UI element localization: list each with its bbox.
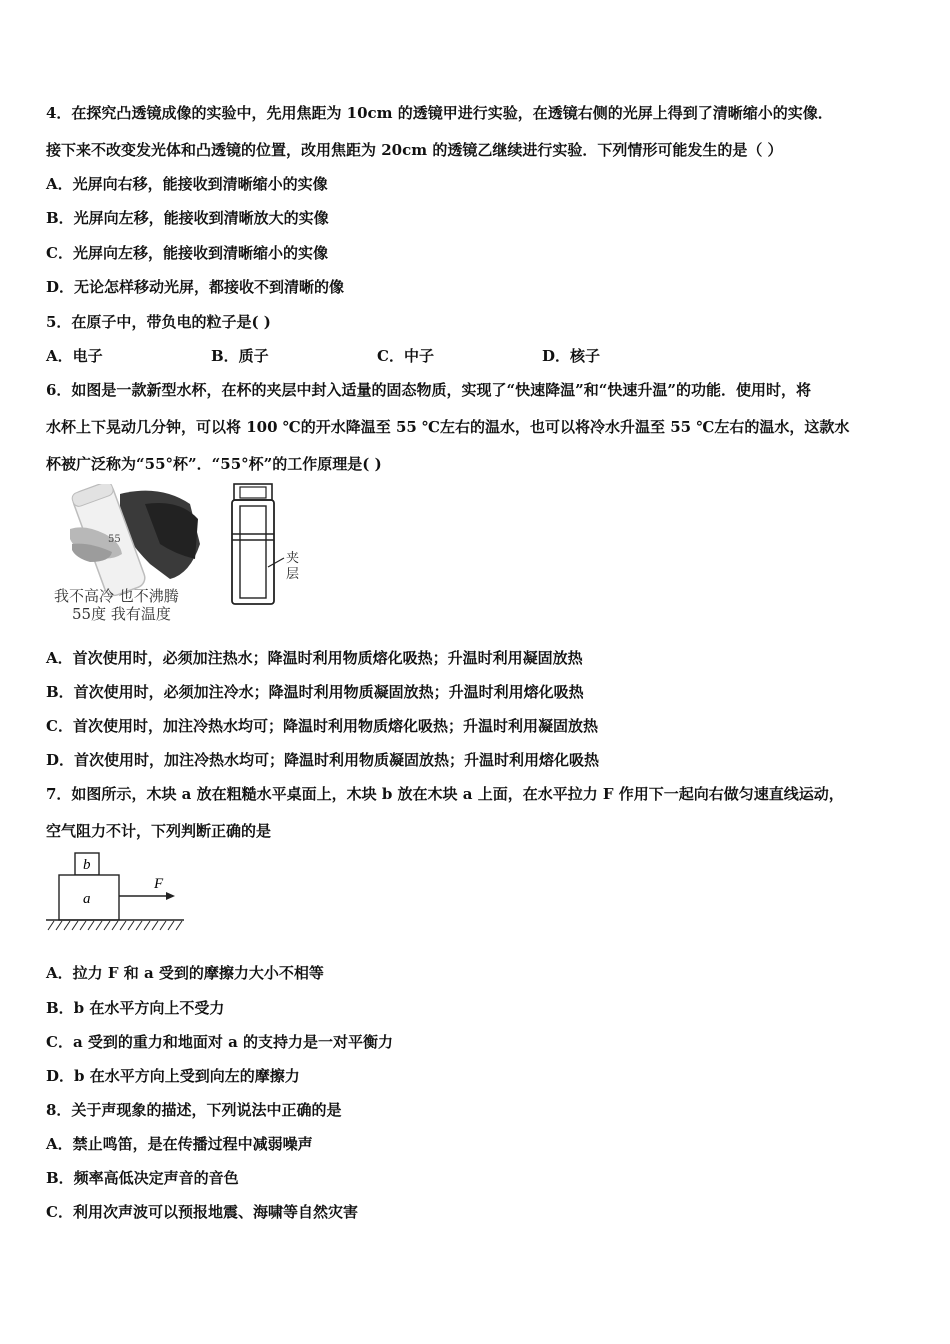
q4-stem-line2: 接下来不改变发光体和凸透镜的位置，改用焦距为 20cm 的透镜乙继续进行实验．下列情形可能发生的是（ ） xyxy=(46,141,783,159)
q8-option-b: B．频率高低决定声音的音色 xyxy=(46,1169,239,1187)
ground-hatching xyxy=(48,921,182,930)
photo-caption-1: 我不高冷 也不沸腾 xyxy=(54,587,179,605)
q5-option-d: D．核子 xyxy=(542,347,601,365)
q6-stem-line3: 杯被广泛称为“55°杯”．“55°杯”的工作原理是( ) xyxy=(46,455,382,473)
q6-option-c: C．首次使用时，加注冷热水均可；降温时利用物质熔化吸热；升温时利用凝固放热 xyxy=(46,717,598,735)
force-label: F xyxy=(154,876,164,892)
q6-option-b: B．首次使用时，必须加注冷水；降温时利用物质凝固放热；升温时利用熔化吸热 xyxy=(46,683,584,701)
q8-option-a: A．禁止鸣笛，是在传播过程中减弱噪声 xyxy=(46,1135,313,1153)
q7-stem-line1: 7．如图所示，木块 a 放在粗糙水平桌面上，木块 b 放在木块 a 上面，在水平拉力 F 作用下一起向右做匀速直线运动， xyxy=(46,785,844,803)
cup-layer-label-2: 层 xyxy=(286,567,300,582)
q7-stem-line2: 空气阻力不计，下列判断正确的是 xyxy=(46,822,272,840)
q5-option-c: C．中子 xyxy=(377,347,434,365)
q4-stem-line1: 4．在探究凸透镜成像的实验中，先用焦距为 10cm 的透镜甲进行实验，在透镜右侧的光屏上得到了清晰缩小的实像． xyxy=(46,104,833,122)
q7-option-a: A．拉力 F 和 a 受到的摩擦力大小不相等 xyxy=(46,964,324,982)
blocks-force-diagram xyxy=(44,850,189,938)
block-b-label: b xyxy=(83,857,91,873)
block-a-label: a xyxy=(83,891,91,907)
q6-stem-line1: 6．如图是一款新型水杯，在杯的夹层中封入适量的固态物质，实现了“快速降温”和“快速升温”的功能．使用时，将 xyxy=(46,381,811,399)
q6-option-a: A．首次使用时，必须加注热水；降温时利用物质熔化吸热；升温时利用凝固放热 xyxy=(46,649,583,667)
q8-option-c: C．利用次声波可以预报地震、海啸等自然灾害 xyxy=(46,1203,358,1221)
q4-option-a: A．光屏向右移，能接收到清晰缩小的实像 xyxy=(46,175,328,193)
q5-stem: 5．在原子中，带负电的粒子是( ) xyxy=(46,313,271,331)
q7-option-d: D．b 在水平方向上受到向左的摩擦力 xyxy=(46,1067,300,1085)
force-arrow-head xyxy=(166,892,175,900)
q6-stem-line2: 水杯上下晃动几分钟，可以将 100 ℃的开水降温至 55 ℃左右的温水，也可以将冷水升温至 55 ℃左右的温水，这款水 xyxy=(46,418,850,436)
q6-option-d: D．首次使用时，加注冷热水均可；降温时利用物质凝固放热；升温时利用熔化吸热 xyxy=(46,751,600,769)
photo-caption-2: 55度 我有温度 xyxy=(72,605,171,623)
q4-option-b: B．光屏向左移，能接收到清晰放大的实像 xyxy=(46,209,329,227)
q4-option-d: D．无论怎样移动光屏，都接收不到清晰的像 xyxy=(46,278,345,296)
cup-number-text: 55 xyxy=(108,534,121,545)
q5-option-a: A．电子 xyxy=(46,347,103,365)
q7-option-b: B．b 在水平方向上不受力 xyxy=(46,999,225,1017)
cup-diagram xyxy=(228,482,318,610)
q8-stem: 8．关于声现象的描述，下列说法中正确的是 xyxy=(46,1101,342,1119)
q7-option-c: C．a 受到的重力和地面对 a 的支持力是一对平衡力 xyxy=(46,1033,394,1051)
q5-option-b: B．质子 xyxy=(211,347,269,365)
q4-option-c: C．光屏向左移，能接收到清晰缩小的实像 xyxy=(46,244,328,262)
cup-photo-figure xyxy=(50,484,210,624)
cup-layer-label-1: 夹 xyxy=(286,551,300,566)
